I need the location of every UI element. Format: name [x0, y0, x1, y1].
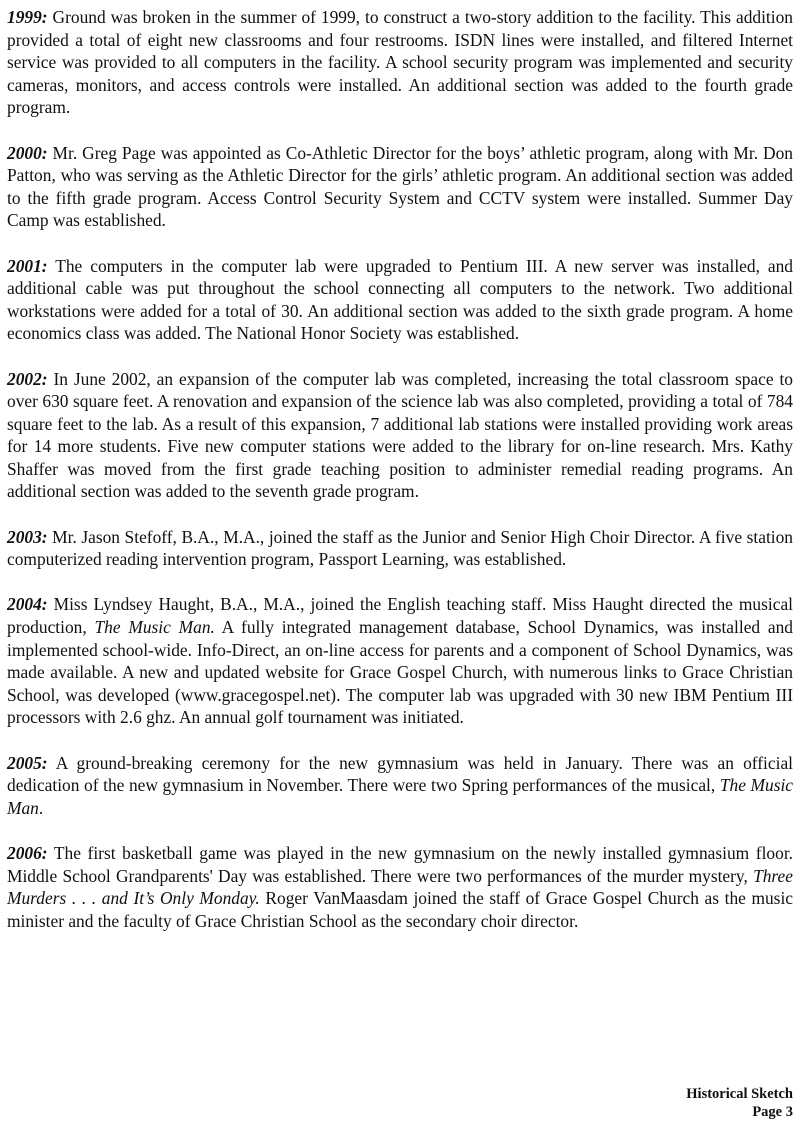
entry-year: 2004:	[7, 594, 48, 615]
footer-title: Historical Sketch	[686, 1086, 793, 1102]
entry-italic-title: The Music Man	[7, 775, 794, 818]
entry-text: .	[38, 797, 44, 818]
entry-year: 2002:	[7, 368, 48, 389]
entry-text: The first basketball game was played in the new gymnasium on the newly installed gymnasium floor. Middle School Grandparents' Day was established. There were two performances of the murder mystery,	[7, 842, 793, 886]
entry-year: 2001:	[7, 255, 48, 276]
entry-2003	[7, 526, 793, 571]
entry-text: A ground-breaking ceremony for the new gymnasium was held in January. There was an official dedication of the new gymnasium in November. There were two Spring performances of the musical,	[7, 752, 793, 796]
entry-year: 2005:	[7, 752, 48, 773]
entry-2001	[7, 255, 793, 345]
entry-italic-title: Three Murders . . . and It’s Only Monday.	[7, 865, 793, 909]
entry-2004	[7, 593, 793, 729]
entry-text: Mr. Jason Stefoff, B.A., M.A., joined the staff as the Junior and Senior High Choir Director. A five station computerized reading intervention program, Passport Learning, was established.	[7, 526, 793, 570]
entry-text: Mr. Greg Page was appointed as Co-Athletic Director for the boys’ athletic program, along with Mr. Don Patton, who was serving as the Athletic Director for the girls’ athletic program. An additional section was added to the fifth grade program. Access Control Security System and CCTV system were installed. Summer Day Camp was established.	[7, 142, 793, 231]
entry-text: Ground was broken in the summer of 1999, to construct a two-story addition to the facility. This addition provided a total of eight new classrooms and four restrooms. ISDN lines were installed, and filtered Internet service was provided to all computers in the facility. A school security program was implemented and security cameras, monitors, and access controls were installed. An additional section was added to the fourth grade program.	[7, 7, 793, 118]
entry-text: Miss Lyndsey Haught, B.A., M.A., joined the English teaching staff. Miss Haught directed the musical production,	[7, 594, 793, 638]
entry-1999	[7, 6, 793, 119]
entry-year: 2003:	[7, 526, 48, 547]
entry-2002	[7, 368, 793, 504]
entry-text: Roger VanMaasdam joined the staff of Grace Gospel Church as the music minister and the faculty of Grace Christian School as the secondary choir director.	[7, 888, 794, 931]
entry-year: 2000:	[7, 142, 48, 163]
entry-2000	[7, 142, 793, 232]
entry-2005	[7, 752, 793, 820]
entry-year: 1999:	[7, 7, 48, 27]
entry-text: A fully integrated management database, School Dynamics, was installed and implemented school-wide. Info-Direct, an on-line access for parents and a component of School Dynamics, was made available. A new and updated website for Grace Gospel Church, with numerous links to Grace Christian School, was developed (www.gracegospel.net). The computer lab was upgraded with 30 new IBM Pentium III processors with 2.6 ghz. An annual golf tournament was initiated.	[7, 617, 793, 728]
entry-text: In June 2002, an expansion of the computer lab was completed, increasing the total classroom space to over 630 square feet. A renovation and expansion of the science lab was also completed, providing a total of 784 square feet to the lab. As a result of this expansion, 7 additional lab stations were installed providing work areas for 14 more students. Five new computer stations were added to the library for on-line research. Mrs. Kathy Shaffer was moved from the first grade teaching position to administer remedial reading programs. An additional section was added to the seventh grade program.	[7, 368, 793, 502]
footer-page-number: Page 3	[752, 1104, 793, 1120]
document-body	[7, 6, 793, 955]
entry-year: 2006:	[7, 842, 48, 863]
entry-text: The computers in the computer lab were upgraded to Pentium III. A new server was installed, and additional cable was put throughout the school connecting all computers to the network. Two additional workstations were added for a total of 30. An additional section was added to the sixth grade program. A home economics class was added. The National Honor Society was established.	[7, 255, 793, 344]
entry-italic-title: The Music Man.	[94, 617, 215, 638]
page-footer	[686, 1085, 793, 1121]
entry-2006	[7, 842, 793, 932]
